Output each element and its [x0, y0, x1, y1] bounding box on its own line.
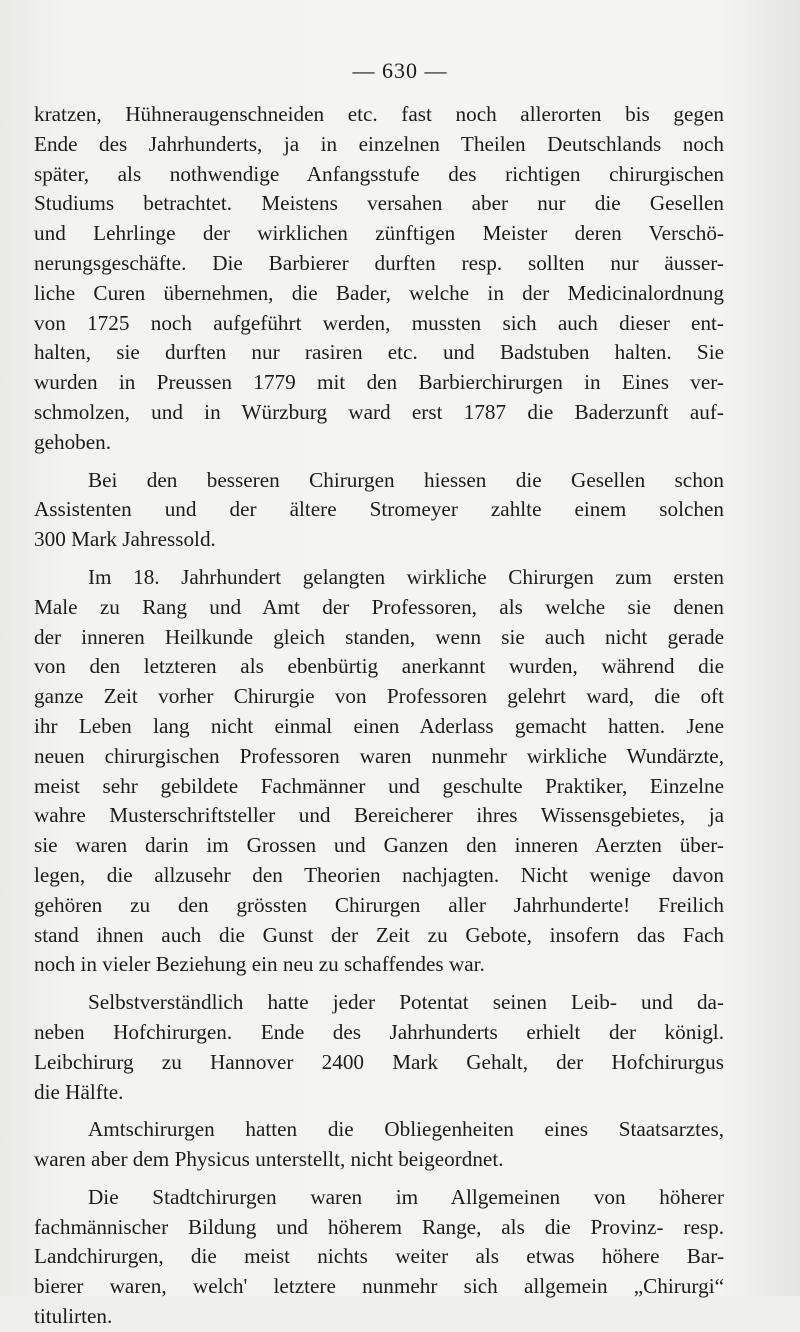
paragraph-court-surgeons	[34, 988, 724, 1107]
text-line: ganze Zeit vorher Chirurgie von Professoren gelehrt ward, die oft	[34, 684, 724, 709]
paragraph-professors	[34, 563, 724, 980]
text-line: liche Curen übernehmen, die Bader, welche in der Medicinalordnung	[34, 280, 724, 305]
text-line: titulirten.	[34, 1304, 113, 1329]
text-line: von den letzteren als ebenbürtig anerkannt wurden, während die	[34, 654, 724, 679]
paragraph-assistants	[34, 466, 724, 555]
text-line: waren aber dem Physicus unterstellt, nicht beigeordnet.	[34, 1147, 504, 1172]
text-line: halten, sie durften nur rasiren etc. und Badstuben halten. Sie	[34, 340, 724, 365]
text-line: fachmännischer Bildung und höherem Range, als die Provinz- resp.	[34, 1214, 724, 1239]
text-line: stand ihnen auch die Gunst der Zeit zu Gebote, insofern das Fach	[34, 922, 724, 947]
text-line: noch in vieler Beziehung ein neu zu schaffendes war.	[34, 952, 485, 977]
text-line: die Hälfte.	[34, 1079, 124, 1104]
paragraph-city-surgeons	[34, 1183, 724, 1332]
text-line: schmolzen, und in Würzburg ward erst 1787 die Baderzunft auf-	[34, 399, 724, 424]
text-line: Landchirurgen, die meist nichts weiter als etwas höhere Bar-	[34, 1244, 724, 1269]
page-number: — 630 —	[352, 58, 448, 83]
text-line: Die Stadtchirurgen waren im Allgemeinen von höherer	[88, 1184, 724, 1209]
text-line: sie waren darin im Grossen und Ganzen den inneren Aerzten über-	[34, 833, 724, 858]
text-line: legen, die allzusehr den Theorien nachjagten. Nicht wenige davon	[34, 862, 724, 887]
text-line: Male zu Rang und Amt der Professoren, als welche sie denen	[34, 594, 724, 619]
text-line: kratzen, Hühneraugenschneiden etc. fast noch allerorten bis gegen	[34, 102, 724, 126]
text-line: Leibchirurg zu Hannover 2400 Mark Gehalt, der Hofchirurgus	[34, 1049, 724, 1074]
text-line: ihr Leben lang nicht einmal einen Aderlass gemacht hatten. Jene	[34, 713, 724, 738]
text-line: später, als nothwendige Anfangsstufe des richtigen chirurgischen	[34, 161, 724, 186]
text-line: der inneren Heilkunde gleich standen, wenn sie auch nicht gerade	[34, 624, 724, 649]
text-line: wurden in Preussen 1779 mit den Barbierchirurgen in Eines ver-	[34, 370, 724, 395]
body-text	[34, 100, 724, 1332]
text-line: Amtschirurgen hatten die Obliegenheiten eines Staatsarztes,	[88, 1117, 724, 1142]
text-line: bierer waren, welch' letztere nunmehr sich allgemein „Chirurgi“	[34, 1274, 724, 1299]
text-line: 300 Mark Jahressold.	[34, 527, 216, 552]
text-line: nerungsgeschäfte. Die Barbierer durften resp. sollten nur äusser-	[34, 250, 724, 275]
text-line: und Lehrlinge der wirklichen zünftigen Meister deren Verschö-	[34, 221, 724, 246]
text-line: Studiums betrachtet. Meistens versahen aber nur die Gesellen	[34, 191, 724, 216]
text-line: neben Hofchirurgen. Ende des Jahrhunderts erhielt der königl.	[34, 1019, 724, 1044]
paragraph-barbers	[34, 100, 724, 458]
text-line: von 1725 noch aufgeführt werden, mussten sich auch dieser ent-	[34, 310, 724, 335]
text-line: neuen chirurgischen Professoren waren nunmehr wirkliche Wundärzte,	[34, 743, 724, 768]
text-line: gehören zu den grössten Chirurgen aller Jahrhunderte! Freilich	[34, 892, 724, 917]
text-line: gehoben.	[34, 429, 112, 454]
text-line: Im 18. Jahrhundert gelangten wirkliche Chirurgen zum ersten	[88, 564, 724, 589]
paragraph-official-surgeons	[34, 1115, 724, 1175]
text-line: meist sehr gebildete Fachmänner und geschulte Praktiker, Einzelne	[34, 773, 724, 798]
text-line: Bei den besseren Chirurgen hiessen die Gesellen schon	[88, 467, 724, 492]
text-line: Ende des Jahrhunderts, ja in einzelnen Theilen Deutschlands noch	[34, 131, 724, 156]
text-line: Assistenten und der ältere Stromeyer zahlte einem solchen	[34, 497, 724, 522]
text-line: wahre Musterschriftsteller und Bereicherer ihres Wissensgebietes, ja	[34, 803, 724, 828]
text-line: Selbstverständlich hatte jeder Potentat seinen Leib- und da-	[88, 990, 724, 1015]
